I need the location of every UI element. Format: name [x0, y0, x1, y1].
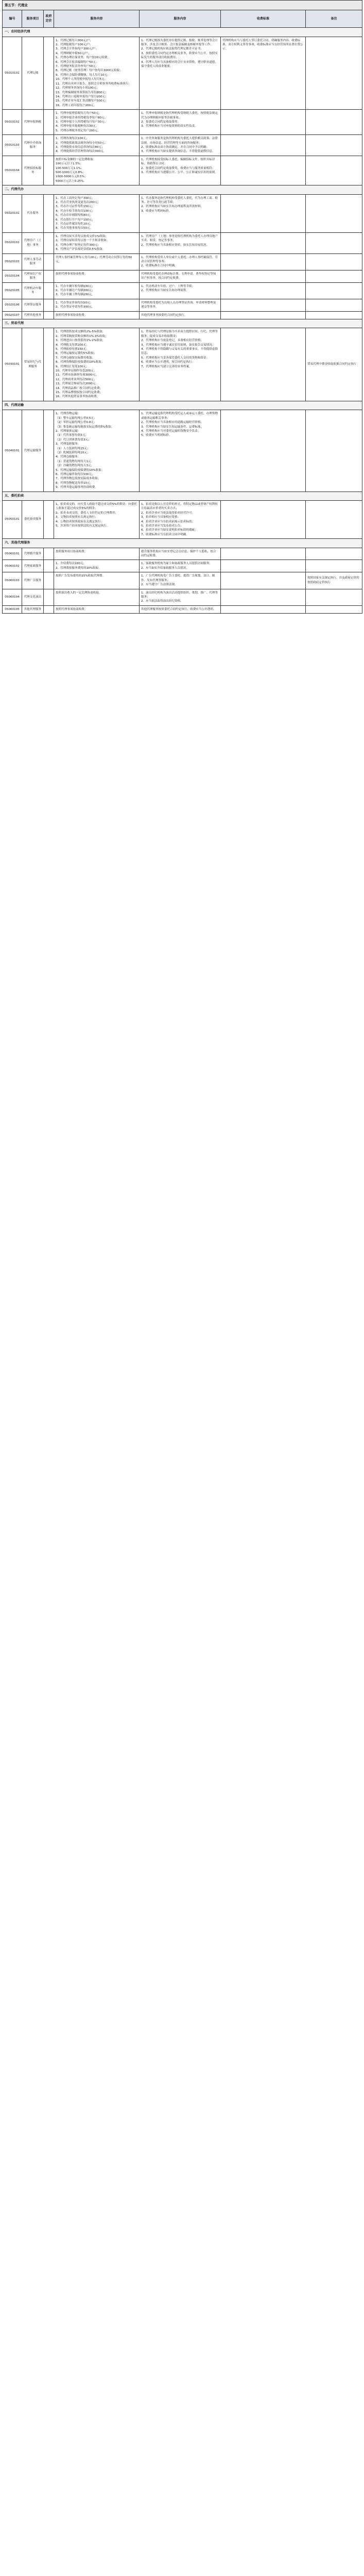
item-remark [306, 194, 362, 232]
item-code: 05020106 [3, 299, 22, 311]
item-code: 05020102 [3, 232, 22, 253]
item-remark [306, 253, 362, 270]
header-method: 政府定价 [44, 10, 54, 28]
item-content: 按照演出收入的一定比例协商收取。 [54, 589, 140, 605]
header-name: 服务项目 [22, 10, 44, 28]
item-name: 代理房产（土地）事务 [22, 232, 44, 253]
table-row [3, 548, 362, 560]
category-title: 六、其他代理服务 [3, 539, 362, 548]
item-code: 05020101 [3, 194, 22, 232]
item-code: 05030101 [3, 328, 22, 401]
item-service: 1、代办机动车年检、过户、上牌等手续； 2、代理机构应当如实告知办理流程。 [140, 282, 221, 299]
item-service: 1、代理机构受用人单位或个人委托，办理人事档案保管、劳动合同管理等事务； 2、收费标准在合同中明确。 [140, 253, 221, 270]
table-row [3, 37, 362, 110]
category-title: 四、代理运输 [3, 401, 362, 410]
item-service: 1、中介咨询服务是指代理机构为委托人提供相关政策、法律法规、市场信息、经营管理等方面的咨询服务； 2、收费标准由双方协商确定，并在合同中予以明确； 3、代理机构应当如实提供咨询信息，不得提供虚假信息。 [140, 135, 221, 156]
table-row [3, 110, 362, 135]
item-service: 1、代理房产（土地）事务是指代理机构为委托人办理房地产买卖、租赁、登记等事务； 2、代理机构应当具备相应资质，如实告知房屋状况。 [140, 232, 221, 253]
header-fee: 收费标准 [221, 10, 306, 28]
item-remark [306, 605, 362, 613]
item-service: 1、广告代理机构受广告主委托，提供广告策划、设计、制作、发布代理等服务； 2、应当遵守广告法律法规。 [140, 572, 221, 589]
header-service: 服务内容 [140, 10, 221, 28]
fee-table [2, 0, 362, 614]
table-row [3, 311, 362, 319]
item-method [44, 560, 54, 572]
item-service: 1、代理申报纳税是指代理机构受纳税人委托，按照税法规定代为办理纳税申报等涉税事项； 2、按委托合同约定收取费用； 3、代理机构应当对申报资料的真实性负责。 [140, 110, 221, 135]
item-service: 1、家政服务机构为雇主和家政服务人员提供居间服务； 2、应当如实介绍家政服务人员情况。 [140, 560, 221, 572]
table-row [3, 501, 362, 539]
item-code: 05060104 [3, 589, 22, 605]
item-method [44, 194, 54, 232]
item-remark [306, 232, 362, 253]
category-title: 三、贸易代理 [3, 319, 362, 328]
item-method [44, 282, 54, 299]
table-row [3, 232, 362, 253]
item-method [44, 501, 54, 539]
item-method [44, 328, 54, 401]
item-fee [221, 560, 306, 572]
item-method [44, 156, 54, 185]
item-method [44, 232, 54, 253]
table-row [3, 194, 362, 232]
item-name: 代办服务 [22, 194, 44, 232]
section-title: 第五节：代理业 [3, 1, 362, 10]
header-row [3, 10, 362, 28]
item-code: 05050101 [3, 501, 22, 539]
table-row [3, 282, 362, 299]
item-name: 代理人事劳动服务 [22, 253, 44, 270]
item-remark [306, 37, 362, 110]
item-service: 代理机构受委托办理商标注册、专利申请、著作权登记等知识产权事务，按合同约定收费。 [140, 270, 221, 282]
item-method [44, 548, 54, 560]
item-service: 1、拍卖是指以公开竞价的形式，将特定物品或者财产权利转让给最高应价者的买卖方式； 2、拍卖企业应当依法取得拍卖经营许可； 3、拍卖师应当具备相应资格； 4、拍卖企业应当在拍卖前展示拍卖标的； 5、拍卖企业应当发布拍卖公告； 6、拍卖企业应当如实说明拍卖标的的瑕疵； 7、收费标准应当在拍卖合同中明确。 [140, 501, 221, 539]
item-method [44, 110, 54, 135]
item-name: 代理其他事务 [22, 311, 44, 319]
item-content: 代理人事档案管理每人每月20元；代理劳动合同签订每份50元。 [54, 253, 140, 270]
item-code: 05060103 [3, 572, 22, 589]
item-content: 1、代办工商登记每户300元； 2、代办营业执照变更每次200元； 3、代办许可证件每件150元； 4、代办年检手续每次100元； 5、代办印章刻制每枚80元； 6、代办银行开户每户150元； 7、代办证件邮寄每件20元； 8、代办其他事项每次50元。 [54, 194, 140, 232]
item-method [44, 37, 54, 110]
item-code: 05010103 [3, 135, 22, 156]
item-fee [221, 328, 306, 401]
item-name: 其他代理服务 [22, 605, 44, 613]
category-title: 五、委托拍卖 [3, 492, 362, 500]
item-fee [221, 156, 306, 185]
item-name: 代理文化演出 [22, 589, 44, 605]
item-method [44, 311, 54, 319]
item-method [44, 135, 54, 156]
item-method [44, 572, 54, 589]
item-remark [306, 270, 362, 282]
section-title-row [3, 1, 362, 10]
item-content: 1、代理记账每月300元/户； 2、代理报税每户100元/户； 3、代理会计咨询每户300元/户； 4、代理纳税申报50元/户； 5、代理办理社保业务，每户按20元收费； 6、代理会计报表编制每户50元； 7、代理财务报表审查每户50元； 8、代理记账（财务管理）每户按每年3000元收取； 9、代理社会保险费缴纳，每人每月10元； 10、代理个人所得税申报每人每月5元； 11、代理出具审计报告，按照会计师事务所收费标准执行； 12、代理财务咨询每小时100元； 13、代理编制财务预算报告每份800元； 14、代理出口退税申报每户每月200元； 15、代理企业年度汇算清缴每户500元； 16、代理工商年报每户200元。 [54, 37, 140, 110]
category-row [3, 492, 362, 500]
item-name: 代理申报纳税 [22, 110, 44, 135]
item-code: 05060102 [3, 560, 22, 572]
item-content: 按照代理事项协商收费。 [54, 270, 140, 282]
item-fee [221, 605, 306, 613]
item-service: 1、代理机构接受招标人委托，编制招标文件、组织开标评标、协助签订合同； 2、按委托合同约定收取费用，收费应当与服务质量相符； 3、代理机构应当遵循公开、公平、公正和诚实信用的原则。 [140, 156, 221, 185]
item-fee [221, 311, 306, 319]
item-remark: 按照国家有关规定执行，涉及政府定价的按照政府定价执行 [306, 572, 362, 589]
item-fee [221, 194, 306, 232]
item-fee [221, 110, 306, 135]
item-name: 代理记账 [22, 37, 44, 110]
item-service: 1、代理记账指为委托单位提供记账、报税、账务处理等会计服务，涉及会计核算、会计报表编制及纳税申报等工作； 2、代理记账机构应依法取得代理记账许可证书； 3、按照委托合同约定办理相关业务，收费应当公开，按照实际发生的服务项目收取费用； 4、代理人员应当具备相应的会计从业资格，遵守职业道德，保守委托人的商业秘密。 [140, 37, 221, 110]
header-remark: 备注 [306, 10, 362, 28]
item-fee [221, 253, 306, 270]
item-content: 1、代理申报增值税每月每户50元； 2、代理申报企业所得税每季每户80元； 3、代理申报个人所得税每月每户30元； 4、代理申报其他税种每次30元； 5、代理办理税务登记每户200元。 [54, 110, 140, 135]
item-name: 代理婚介服务 [22, 548, 44, 560]
category-row [3, 28, 362, 37]
item-service: 1、演出经纪机构为演出活动提供组织、策划、推广、代理等服务； 2、应当依法取得演出经纪资格。 [140, 589, 221, 605]
item-content: 1、代理货物运输： （1）整车运输每吨公里0.5元； （2）零担运输每吨公里0.8元； （3）集装箱运输每箱按实际运费的5%收取； 2、代理旅客运输： （1）代售客票每张5元； （2）代订团体票每张3元； 3、代理装卸服务： （1）人力装卸每吨15元； （2）机械装卸每吨10元； 4、代理仓储服务： （1）普通货物每吨每天1元； （2）冷藏货物每吨每天3元； 5、代理运输保险按保费的10%收取； 6、代理运输咨询每次100元； 7、代理货物包装按实际成本收取； 8、代理货物配送每单10元； 9、代理其他运输事务协商收费。 [54, 410, 140, 492]
table-row [3, 560, 362, 572]
item-content: 1、介绍费每次100元； 2、管理费按服务费用的10%收取。 [54, 560, 140, 572]
item-name: 代理签证服务 [22, 299, 44, 311]
item-content: 1、代办签证咨询每次50元； 2、代办签证申请每件300元。 [54, 299, 140, 311]
item-code: 05020107 [3, 311, 22, 319]
item-remark [306, 548, 362, 560]
item-service: 婚介服务机构应当如实登记会员信息，保护个人隐私，按合同约定收费。 [140, 548, 221, 560]
table-row [3, 328, 362, 401]
item-code: 05010104 [3, 156, 22, 185]
item-fee [221, 410, 306, 492]
item-method [44, 410, 54, 492]
item-code: 05020104 [3, 270, 22, 282]
table-row [3, 572, 362, 589]
item-fee [221, 501, 306, 539]
item-remark [306, 156, 362, 185]
table-row [3, 299, 362, 311]
item-remark: 贸易代理中佣金收取依据合同约定执行 [306, 328, 362, 401]
item-name: 代理招投标服务 [22, 156, 44, 185]
category-title: 一、农村经济代理 [3, 28, 362, 37]
item-content: 1、代理房屋买卖每宗按成交价1%收取； 2、代理房屋租赁每宗按一个月租金收取； 3、代理办理产权登记每件300元； 4、代理房产评估按评估值0.5%收取。 [54, 232, 140, 253]
item-remark [306, 282, 362, 299]
item-name: 代理中介咨询服务 [22, 135, 44, 156]
item-remark [306, 299, 362, 311]
item-fee: 代理机构应当与委托人签订委托合同，明确服务内容、收费标准、双方权利义务等事项，收费标准应当在经营场所显著位置公示。 [221, 37, 306, 110]
category-row [3, 539, 362, 548]
item-fee [221, 135, 306, 156]
item-content: 按照服务项目协商收费。 [54, 548, 140, 560]
item-name: 代理广告服务 [22, 572, 44, 589]
item-fee [221, 548, 306, 560]
header-code: 编号 [3, 10, 22, 28]
item-fee [221, 232, 306, 253]
item-service: 其他代理事务按委托合同约定执行。 [140, 311, 221, 319]
header-content: 服务内容 [54, 10, 140, 28]
item-remark [306, 560, 362, 572]
item-name: 代理家政服务 [22, 560, 44, 572]
item-name: 贸易经纪与代理服务 [22, 328, 44, 401]
item-content: 1、代办车辆年检每辆100元； 2、代办车辆过户每辆300元； 3、代办车辆上牌每辆200元。 [54, 282, 140, 299]
category-row [3, 401, 362, 410]
item-remark [306, 589, 362, 605]
item-remark [306, 110, 362, 135]
item-fee [221, 270, 306, 282]
item-service: 代理机构受委托为出境人员办理签证咨询、申请材料整理及递交等事务。 [140, 299, 221, 311]
item-content: 1、代理销售按成交额的2%-5%收取； 2、代理采购按采购金额的1%-3%收取； 3、代理进出口按货值的1%-2%收取； 4、代理报关每票200元； 5、代理报检每票150元； 6、代理运输按运费的5%收取； 7、代理仓储按实际费用收取； 8、代理货物保险按保费的10%收取； 9、代理结汇每笔100元； 10、代理单证制作每套200元； 11、代理市场调查每项3000元； 12、代理商务谈判每次500元； 13、代理展会参展每次2000元； 14、代理商品推广按合同约定收费； 15、代理品牌授权按合同约定收费； 16、代理其他贸易事务协商收费。 [54, 328, 140, 401]
item-content: 按照代理事项协商收费。 [54, 605, 140, 613]
item-remark [306, 311, 362, 319]
item-service: 1、贸易经纪与代理是指为买卖双方提供居间、行纪、代理等服务，促成交易并收取佣金； 2、代理机构应当依法登记，具备相应经营资格； 3、代理机构应当遵守诚实信用原则，如实报告交易情况； 4、代理机构不得隐瞒与交易有关的重要事实，不得提供虚假信息； 5、代理机构应当妥善保管委托人交付的货物和资金； 6、收费应当公开透明，按合同约定执行； 7、代理机构应当建立完善的业务档案。 [140, 328, 221, 401]
item-service: 1、代办服务是指代理机构受委托人委托，代为办理工商、税务、许可等各类行政手续； 2、代理机构应当如实告知办理流程及所需材料； 3、收费应当明码标价。 [140, 194, 221, 232]
item-fee [221, 282, 306, 299]
item-fee [221, 572, 306, 589]
item-content: 按照代理事项协商收费。 [54, 311, 140, 319]
item-method [44, 270, 54, 282]
table-row [3, 410, 362, 492]
item-name: 代理运输服务 [22, 410, 44, 492]
item-fee [221, 589, 306, 605]
table-row [3, 589, 362, 605]
item-service: 1、代理运输是指代理机构受托运人或承运人委托，办理货物或旅客运输相关事务； 2、代理机构应当具备相应的道路运输经营资格； 3、代理机构应当如实告知运输条件、运费标准； 4、代理机构应当对委托运输的货物安全负责； 5、收费应当明码标价。 [140, 410, 221, 492]
item-service: 其他代理服务按照委托合同约定执行，收费应当公开透明。 [140, 605, 221, 613]
item-method [44, 589, 54, 605]
item-fee [221, 299, 306, 311]
item-code: 05060101 [3, 548, 22, 560]
item-content: 1、拍卖成交的，向买受人收取不超过成交价5%的佣金；向委托人收取不超过成交价5%的佣金； 2、拍卖未成交的，委托人支付约定的合理费用； 3、文物拍卖按照有关规定执行； 4、公物拍卖按照政府有关规定执行； 5、涉诉资产拍卖按照法院有关规定执行。 [54, 501, 140, 539]
item-code: 05010101 [3, 37, 22, 110]
item-code: 05020103 [3, 253, 22, 270]
item-code: 05010102 [3, 110, 22, 135]
table-row [3, 605, 362, 613]
table-row [3, 253, 362, 270]
category-row [3, 319, 362, 328]
category-title: 二、代理代办 [3, 185, 362, 194]
item-code: 05060105 [3, 605, 22, 613]
item-remark [306, 410, 362, 492]
category-row [3, 185, 362, 194]
item-content: 1、代理咨询每次100元； 2、代理提供政策法规咨询每小时50元； 3、代理提供市场信息咨询每次80元； 4、代理提供经营管理咨询每次300元。 [54, 135, 140, 156]
item-remark [306, 501, 362, 539]
item-content: 按照广告发布费用的15%收取代理费。 [54, 572, 140, 589]
item-method [44, 605, 54, 613]
item-name: 代理机动车服务 [22, 282, 44, 299]
table-row [3, 156, 362, 185]
item-name: 代理知识产权服务 [22, 270, 44, 282]
item-name: 委托拍卖服务 [22, 501, 44, 539]
table-row [3, 270, 362, 282]
item-code: 05020105 [3, 282, 22, 299]
table-row [3, 135, 362, 156]
item-method [44, 253, 54, 270]
item-code: 05040101 [3, 410, 22, 492]
item-method [44, 299, 54, 311]
item-content: 按照中标金额的一定比例收取： 100万元以下1.5%； 100-500万元1.1%； 500-1000万元0.8%； 1000-5000万元0.5%； 5000万元以上0.25%。 [54, 156, 140, 185]
item-remark [306, 135, 362, 156]
